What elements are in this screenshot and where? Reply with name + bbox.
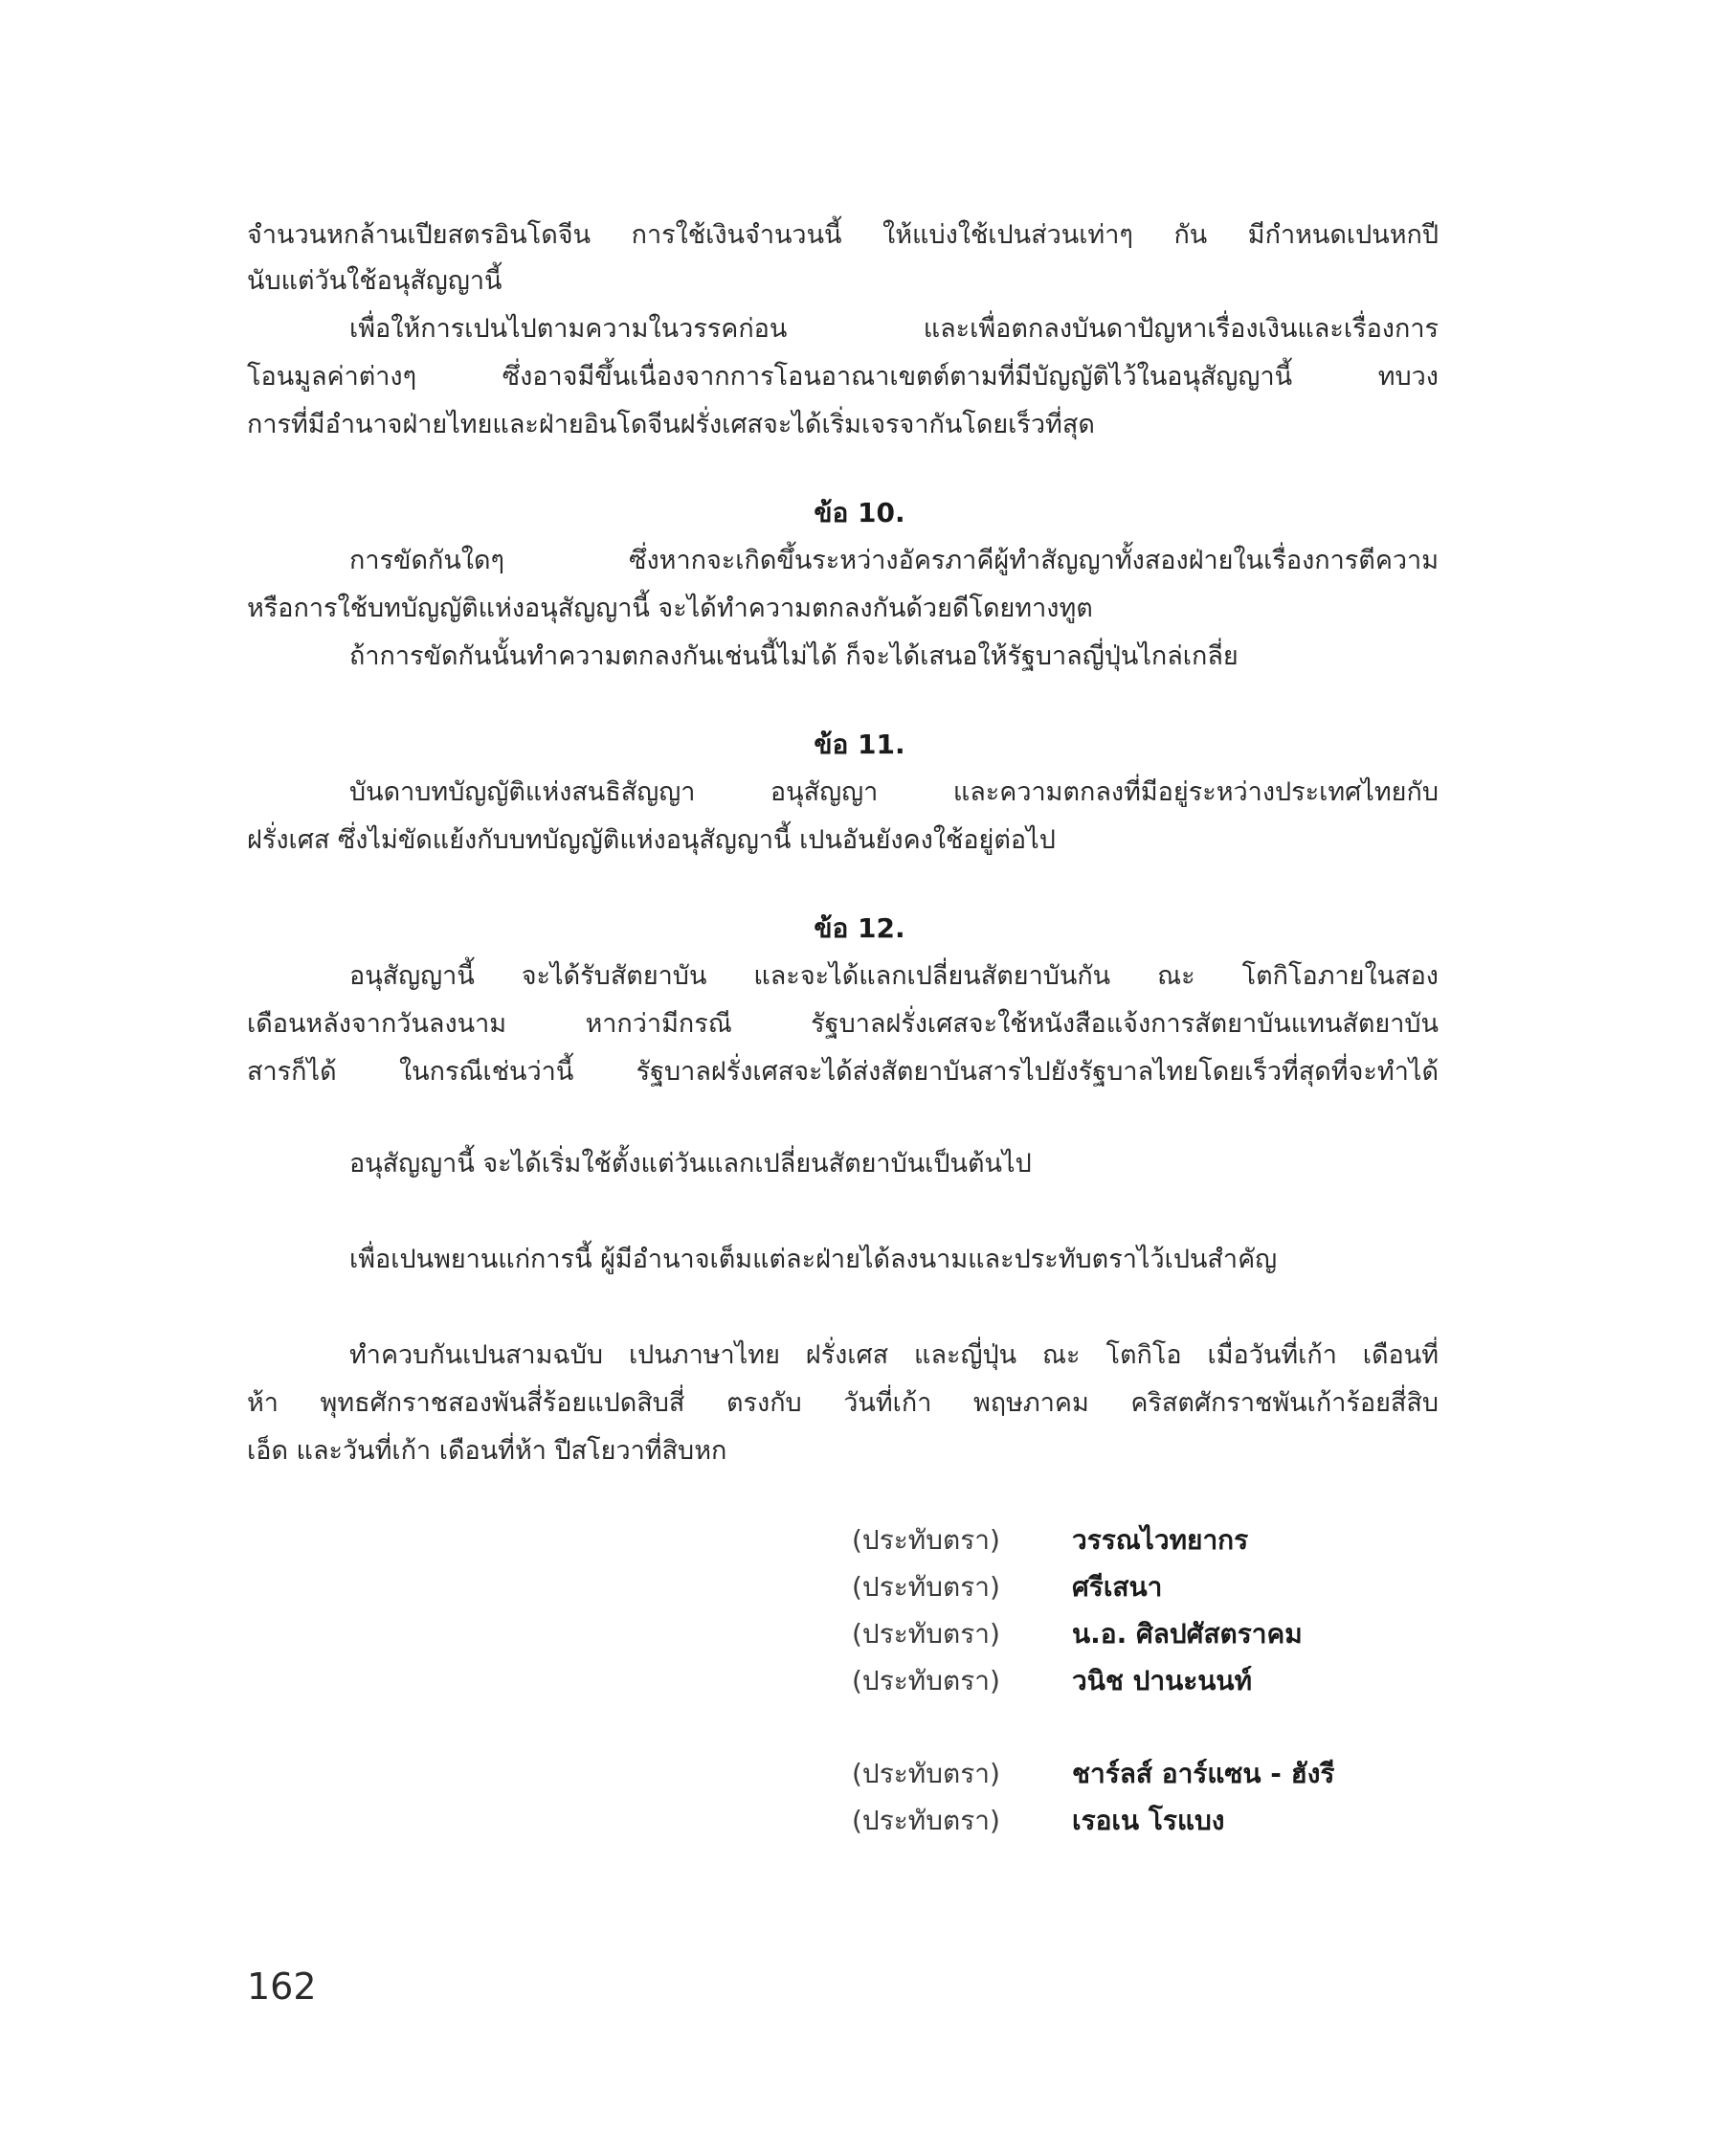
signature-row (852, 1751, 1334, 1797)
paragraph-2-line-3: การที่มีอำนาจฝ่ายไทยและฝ่ายอินโดจีนฝรั่งเศสจะได้เริ่มเจรจากันโดยเร็วที่สุด (247, 410, 1095, 439)
signature-row (852, 1611, 1303, 1657)
article-12-line-1: อนุสัญญานี้ จะได้รับสัตยาบัน และจะได้แลกเปลี่ยนสัตยาบันกัน ณะ โตกิโอภายในสอง (349, 961, 1439, 991)
seal-label: (ประทับตรา) (852, 1524, 1000, 1556)
paragraph-2-line-2: โอนมูลค่าต่างๆ ซึ่งอาจมีขึ้นเนื่องจากการโอนอาณาเขตต์ตามที่มีบัญญัติไว้ในอนุสัญญานี้ ทบวง (247, 362, 1439, 392)
signature-row (852, 1517, 1248, 1563)
seal-label: (ประทับตรา) (852, 1758, 1000, 1789)
seal-label: (ประทับตรา) (852, 1805, 1000, 1836)
seal-label: (ประทับตรา) (852, 1665, 1000, 1696)
paragraph-1-line-1: จำนวนหกล้านเปียสตรอินโดจีน การใช้เงินจำนวนนี้ ให้แบ่งใช้เปนส่วนเท่าๆ กัน มีกำหนดเปนหกปี (247, 220, 1439, 250)
seal-label: (ประทับตรา) (852, 1618, 1000, 1650)
paragraph-2-line-1: เพื่อให้การเปนไปตามความในวรรคก่อน และเพื่อตกลงบันดาปัญหาเรื่องเงินและเรื่องการ (349, 314, 1439, 344)
signatory-name: ชาร์ลส์ อาร์แซน - ฮังรี (1072, 1758, 1335, 1789)
article-11-line-2: ฝรั่งเศส ซึ่งไม่ขัดแย้งกับบทบัญญัติแห่งอนุสัญญานี้ เปนอันยังคงใช้อยู่ต่อไป (247, 825, 1056, 855)
signature-row (852, 1564, 1162, 1610)
article-11-line-1: บันดาบทบัญญัติแห่งสนธิสัญญา อนุสัญญา และความตกลงที่มีอยู่ระหว่างประเทศไทยกับ (349, 777, 1439, 807)
article-10-heading: ข้อ 10. (814, 497, 905, 528)
article-10-line-3: ถ้าการขัดกันนั้นทำความตกลงกันเช่นนี้ไม่ได้ ก็จะได้เสนอให้รัฐบาลญี่ปุ่นไกล่เกลี่ย (349, 641, 1239, 671)
signatory-name: เรอเน โรแบง (1072, 1805, 1225, 1836)
article-11-heading: ข้อ 11. (814, 729, 905, 760)
effect-paragraph: อนุสัญญานี้ จะได้เริ่มใช้ตั้งแต่วันแลกเปลี่ยนสัตยาบันเป็นต้นไป (349, 1149, 1032, 1179)
article-12-line-2: เดือนหลังจากวันลงนาม หากว่ามีกรณี รัฐบาลฝรั่งเศสจะใช้หนังสือแจ้งการสัตยาบันแทนสัตยาบัน (247, 1009, 1439, 1039)
paragraph-1-line-2: นับแต่วันใช้อนุสัญญานี้ (247, 266, 502, 296)
signatory-name: น.อ. ศิลปศัสตราคม (1072, 1618, 1303, 1650)
done-line-1: ทำควบกันเปนสามฉบับ เปนภาษาไทย ฝรั่งเศส และญี่ปุ่น ณะ โตกิโอ เมื่อวันที่เก้า เดือนที่ (349, 1340, 1439, 1370)
signatory-name: วนิช ปานะนนท์ (1072, 1665, 1253, 1696)
done-line-3: เอ็ด และวันที่เก้า เดือนที่ห้า ปีสโยวาที่สิบหก (247, 1436, 727, 1466)
signature-row (852, 1658, 1252, 1704)
signatory-name: ศรีเสนา (1072, 1571, 1163, 1603)
signature-row (852, 1798, 1224, 1844)
signatory-name: วรรณไวทยากร (1072, 1524, 1249, 1556)
witness-paragraph: เพื่อเปนพยานแก่การนี้ ผู้มีอำนาจเต็มแต่ละฝ่ายได้ลงนามและประทับตราไว้เปนสำคัญ (349, 1245, 1278, 1274)
seal-label: (ประทับตรา) (852, 1571, 1000, 1603)
article-10-line-2: หรือการใช้บทบัญญัติแห่งอนุสัญญานี้ จะได้ทำความตกลงกันด้วยดีโดยทางทูต (247, 594, 1093, 623)
done-line-2: ห้า พุทธศักราชสองพันสี่ร้อยแปดสิบสี่ ตรงกับ วันที่เก้า พฤษภาคม คริสตศักราชพันเก้าร้อยสี่สิบ (247, 1388, 1439, 1418)
article-12-heading: ข้อ 12. (814, 912, 905, 944)
article-12-line-3: สารก็ได้ ในกรณีเช่นว่านี้ รัฐบาลฝรั่งเศสจะได้ส่งสัตยาบันสารไปยังรัฐบาลไทยโดยเร็วที่สุดที่จะทำได้ (247, 1057, 1439, 1087)
page-number: 162 (247, 1965, 317, 2008)
article-10-line-1: การขัดกันใดๆ ซึ่งหากจะเกิดขึ้นระหว่างอัครภาคีผู้ทำสัญญาทั้งสองฝ่ายในเรื่องการตีความ (349, 546, 1439, 575)
